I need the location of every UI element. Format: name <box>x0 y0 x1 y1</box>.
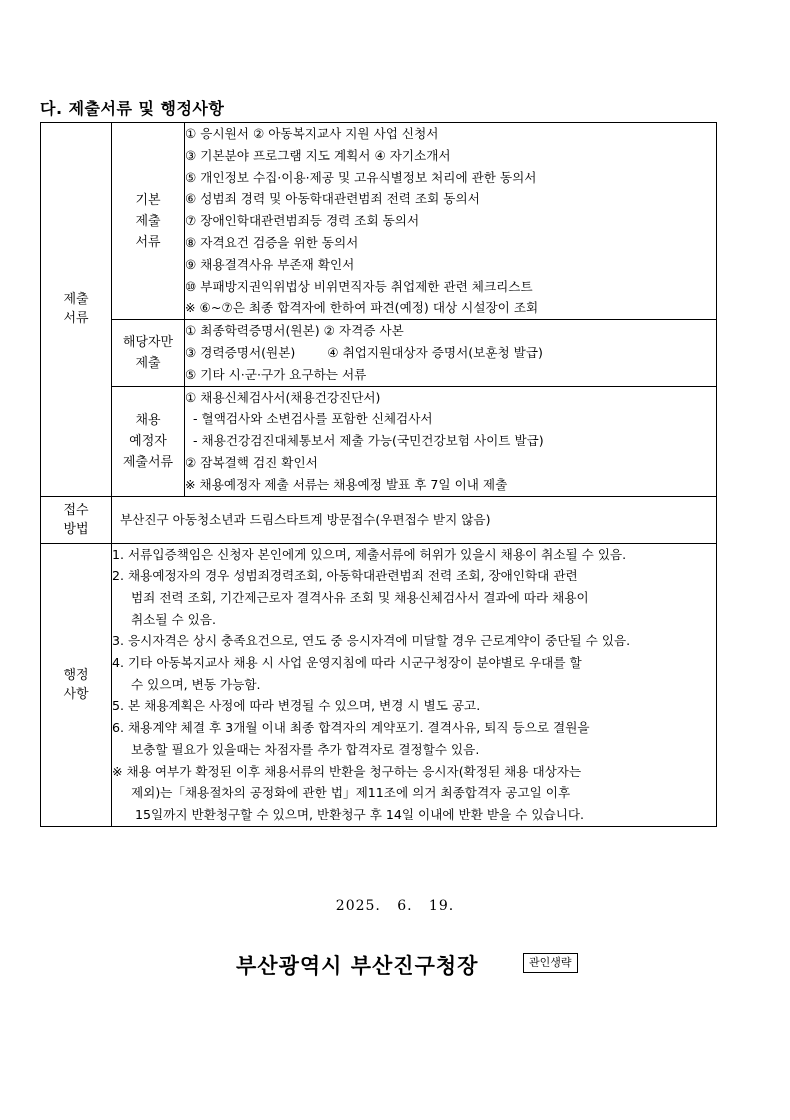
list-item: ※ 채용 여부가 확정된 이후 채용서류의 반환을 청구하는 응시자(확정된 채용 대상자는 <box>112 763 582 779</box>
admin-notes <box>112 543 717 826</box>
section-heading: 다. 제출서류 및 행정사항 <box>40 99 225 118</box>
list-item: 수 있으며, 변동 가능함. <box>131 676 261 692</box>
list-item: 제외)는「채용절차의 공정화에 관한 법」제11조에 의거 최종합격자 공고일 이후 <box>131 785 571 801</box>
submission-label-line: 서류 <box>63 311 89 327</box>
list-item: ① 응시원서 ② 아동복지교사 지원 사업 신청서 <box>185 126 439 141</box>
reception-label-line: 방법 <box>63 521 89 537</box>
list-item: 보충할 필요가 있을때는 차점자를 추가 합격자로 결정할수 있음. <box>131 741 480 757</box>
list-item: ⑦ 장애인학대관련범죄등 경력 조회 동의서 <box>185 213 420 229</box>
list-item: ⑨ 채용결격사유 부존재 확인서 <box>185 256 355 272</box>
conditional-docs-list <box>185 320 717 386</box>
submission-table <box>40 122 717 827</box>
list-item: ※ 채용예정자 제출 서류는 채용예정 발표 후 7일 이내 제출 <box>185 476 508 492</box>
list-item: ⑤ 개인정보 수집·이용·제공 및 고유식별정보 처리에 관한 동의서 <box>185 169 537 185</box>
list-item: 5. 본 채용계획은 사정에 따라 변경될 수 있으며, 변경 시 별도 공고. <box>112 698 481 714</box>
basic-docs-list <box>185 123 717 320</box>
prospective-docs-label-cell <box>112 386 185 496</box>
basic-docs-label-line: 서류 <box>135 234 161 250</box>
seal-omitted-box: 관인생략 <box>523 953 578 973</box>
reception-label-line: 접수 <box>63 502 89 518</box>
list-item: ② 잠복결핵 검진 확인서 <box>185 454 318 470</box>
admin-label-cell <box>41 543 112 826</box>
table-row <box>41 320 717 386</box>
basic-docs-label-cell <box>112 123 185 320</box>
prospective-docs-label-line: 채용 <box>135 412 161 428</box>
conditional-docs-label-line: 제출 <box>135 355 161 371</box>
list-item: 취소될 수 있음. <box>131 611 217 627</box>
list-item: ③ 기본분야 프로그램 지도 계획서 ④ 자기소개서 <box>185 147 451 163</box>
list-item: ※ ⑥~⑦은 최종 합격자에 한하여 파견(예정) 대상 시설장이 조회 <box>185 300 539 316</box>
reception-text: 부산진구 아동청소년과 드림스타트계 방문접수(우편접수 받지 않음) <box>120 511 491 527</box>
list-item: ③ 경력증명서(원본) ④ 취업지원대상자 증명서(보훈청 발급) <box>185 344 543 360</box>
admin-label-line: 행정 <box>63 667 89 683</box>
list-item: 6. 채용계약 체결 후 3개월 이내 최종 합격자의 계약포기. 결격사유, 퇴직 등으로 결원을 <box>112 720 590 736</box>
basic-docs-label-line: 기본 <box>135 192 161 208</box>
admin-label-line: 사항 <box>63 686 89 702</box>
list-item: 3. 응시자격은 상시 충족요건으로, 연도 중 응시자격에 미달할 경우 근로계약이 중단될 수 있음. <box>112 633 631 649</box>
basic-docs-label-line: 제출 <box>135 213 161 229</box>
document-date: 2025. 6. 19. <box>335 898 455 914</box>
prospective-docs-label-line: 예정자 <box>129 433 167 449</box>
issuer-name: 부산광역시 부산진구청장 <box>236 954 479 978</box>
list-item: - 혈액검사와 소변검사를 포함한 신체검사서 <box>185 411 433 427</box>
list-item: 15일까지 반환청구할 수 있으며, 반환청구 후 14일 이내에 반환 받을 수 있습니다. <box>135 806 585 822</box>
list-item: ① 최종학력증명서(원본) ② 자격증 사본 <box>185 323 404 339</box>
list-item: ⑧ 자격요건 검증을 위한 동의서 <box>185 234 359 250</box>
reception-text-cell <box>112 496 717 543</box>
table-row <box>41 386 717 496</box>
conditional-docs-label-cell <box>112 320 185 386</box>
list-item: ⑥ 성범죄 경력 및 아동학대관련범죄 전력 조회 동의서 <box>185 191 480 207</box>
list-item: ⑩ 부패방지권익위법상 비위면직자등 취업제한 관련 체크리스트 <box>185 278 533 294</box>
prospective-docs-list <box>185 386 717 496</box>
list-item: ① 채용신체검사서(채용건강진단서) <box>185 389 381 405</box>
list-item: 범죄 전력 조회, 기간제근로자 결격사유 조회 및 채용신체검사서 결과에 따라 채용이 <box>131 589 589 605</box>
table-row <box>41 496 717 543</box>
table-row <box>41 543 717 826</box>
prospective-docs-label-line: 제출서류 <box>122 454 174 470</box>
table-row <box>41 123 717 320</box>
list-item: 1. 서류입증책임은 신청자 본인에게 있으며, 제출서류에 허위가 있을시 채용이 취소될 수 있음. <box>112 546 627 562</box>
list-item: ⑤ 기타 시·군·구가 요구하는 서류 <box>185 366 367 382</box>
submission-label-line: 제출 <box>63 292 89 308</box>
list-item: 2. 채용예정자의 경우 성범죄경력조회, 아동학대관련범죄 전력 조회, 장애인학대 관련 <box>112 568 578 584</box>
submission-label-cell <box>41 123 112 497</box>
reception-label-cell <box>41 496 112 543</box>
conditional-docs-label-line: 해당자만 <box>122 334 174 350</box>
list-item: - 채용건강검진대체통보서 제출 가능(국민건강보험 사이트 발급) <box>185 433 544 449</box>
list-item: 4. 기타 아동복지교사 채용 시 사업 운영지침에 따라 시군구청장이 분야별로 우대를 할 <box>112 655 582 671</box>
